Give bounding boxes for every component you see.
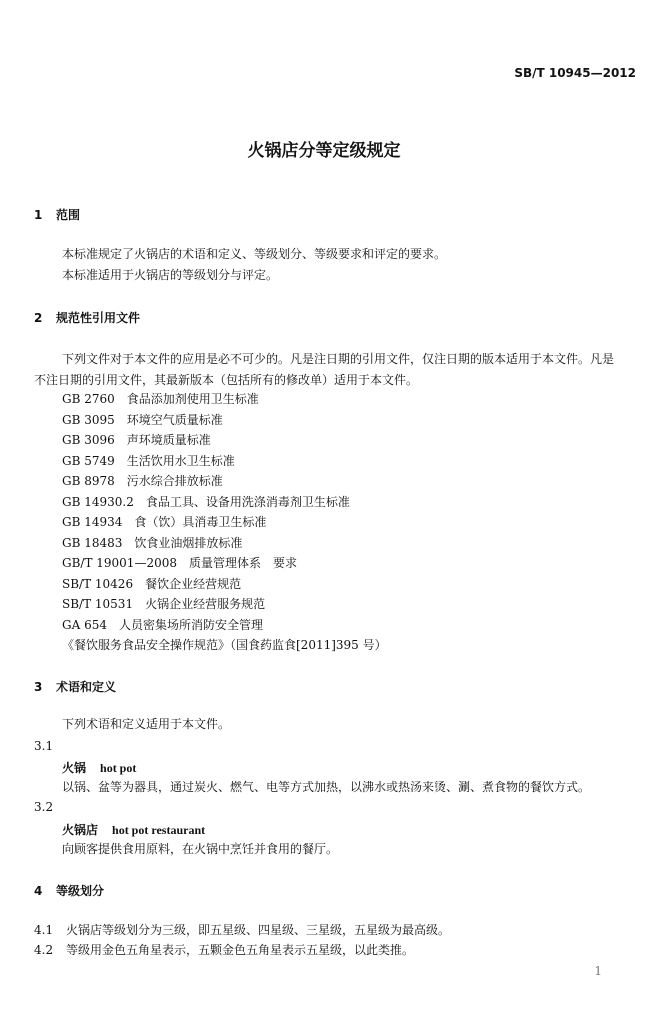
section-number: 1 xyxy=(34,208,43,222)
reference-item: GB 14930.2 食品工具、设备用洗涤消毒剂卫生标准 xyxy=(62,495,350,509)
section-number: 4 xyxy=(34,884,43,898)
reference-item: GB 8978 污水综合排放标准 xyxy=(62,474,223,488)
reference-item: SB/T 10426 餐饮企业经营规范 xyxy=(62,577,242,591)
reference-item: GB 18483 饮食业油烟排放标准 xyxy=(62,536,243,550)
section-title: 规范性引用文件 xyxy=(56,311,141,325)
term-zh: 火锅店 xyxy=(62,823,99,837)
term-definition: 向顾客提供食用原料，在火锅中烹饪并食用的餐厅。 xyxy=(62,842,339,856)
section-title: 范围 xyxy=(56,208,81,222)
references-intro: 下列文件对于本文件的应用是必不可少的。凡是注日期的引用文件，仅注日期的版本适用于本文件。凡是不注日期的引用文件，其最新版本（包括所有的修改单）适用于本文件。 xyxy=(34,352,615,387)
reference-item: GB 5749 生活饮用水卫生标准 xyxy=(62,454,235,468)
reference-item: SB/T 10531 火锅企业经营服务规范 xyxy=(62,597,266,611)
item-number: 4.2 xyxy=(34,943,54,957)
scope-paragraph: 本标准规定了火锅店的术语和定义、等级划分、等级要求和评定的要求。 xyxy=(62,247,447,261)
term-en: hot pot restaurant xyxy=(112,823,206,837)
terms-intro: 下列术语和定义适用于本文件。 xyxy=(62,717,231,731)
section-4-heading xyxy=(34,882,104,899)
document-title: 火锅店分等定级规定 xyxy=(247,141,401,161)
item-number: 4.1 xyxy=(34,923,54,937)
reference-item: GB/T 19001—2008 质量管理体系 要求 xyxy=(62,556,297,570)
section-3-heading xyxy=(34,678,116,695)
term-definition: 以锅、盆等为器具，通过炭火、燃气、电等方式加热，以沸水或热汤来烫、涮、煮食物的餐饮方式。 xyxy=(62,780,591,794)
section-number: 2 xyxy=(34,311,43,325)
reference-item: GB 14934 食（饮）具消毒卫生标准 xyxy=(62,515,267,529)
section-2-heading xyxy=(34,309,140,326)
section-1-heading xyxy=(34,206,80,223)
reference-item: GB 3096 声环境质量标准 xyxy=(62,433,211,447)
reference-item: 《餐饮服务食品安全操作规范》（国食药监食[2011]395 号） xyxy=(62,638,387,652)
term-number: 3.2 xyxy=(34,800,54,814)
scope-paragraph: 本标准适用于火锅店的等级划分与评定。 xyxy=(62,268,279,282)
term-heading xyxy=(62,759,136,776)
item-text: 等级用金色五角星表示，五颗金色五角星表示五星级，以此类推。 xyxy=(66,943,415,957)
reference-item: GA 654 人员密集场所消防安全管理 xyxy=(62,618,263,632)
grade-item xyxy=(34,942,414,958)
section-title: 术语和定义 xyxy=(56,680,117,694)
reference-item: GB 2760 食品添加剂使用卫生标准 xyxy=(62,392,259,406)
reference-item: GB 3095 环境空气质量标准 xyxy=(62,413,223,427)
term-number: 3.1 xyxy=(34,739,54,753)
standard-code: SB/T 10945—2012 xyxy=(514,66,636,80)
term-heading xyxy=(62,821,205,838)
page-number: 1 xyxy=(594,964,602,978)
term-en: hot pot xyxy=(100,761,137,775)
term-zh: 火锅 xyxy=(62,761,87,775)
grade-item xyxy=(34,922,450,938)
item-text: 火锅店等级划分为三级，即五星级、四星级、三星级，五星级为最高级。 xyxy=(66,923,451,937)
section-number: 3 xyxy=(34,680,43,694)
section-title: 等级划分 xyxy=(56,884,105,898)
